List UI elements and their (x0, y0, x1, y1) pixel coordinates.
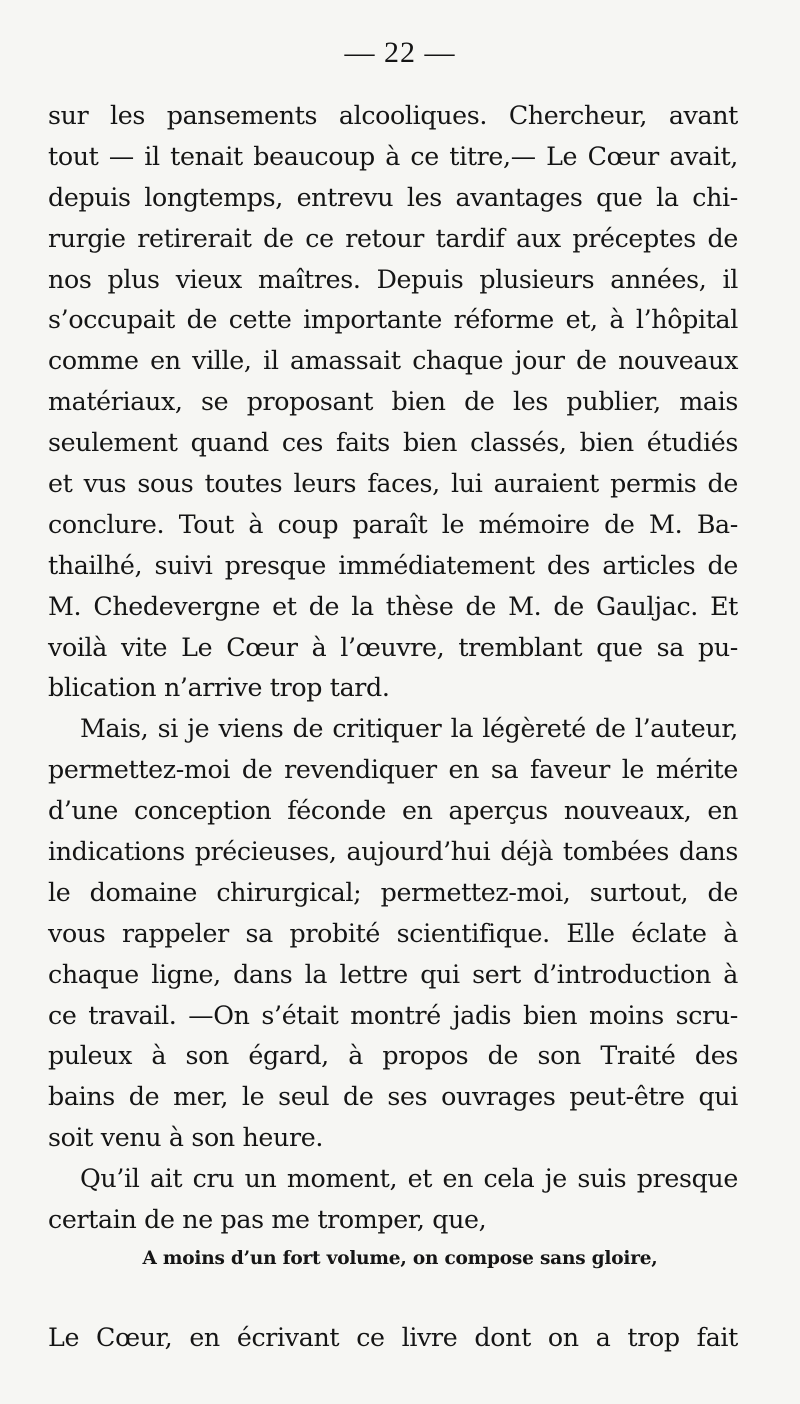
text-line: chaque ligne, dans la lettre qui sert d’introduction à (48, 959, 738, 989)
text-line: M. Chedevergne et de la thèse de M. de Gauljac. Et (48, 591, 738, 621)
text-line: vous rappeler sa probité scientifique. Elle éclate à (48, 918, 738, 948)
text-line: Mais, si je viens de critiquer la légèreté de l’auteur, (80, 714, 738, 744)
text-line: matériaux, se proposant bien de les publier, mais (48, 387, 738, 417)
text-line: indications précieuses, aujourd’hui déjà tombées dans (48, 837, 738, 867)
text-line: tout — il tenait beaucoup à ce titre,— Le Cœur avait, (48, 141, 738, 171)
final-text (48, 1318, 738, 1359)
text-line: certain de ne pas me tromper, que, (48, 1205, 487, 1235)
text-line: comme en ville, il amassait chaque jour de nouveaux (48, 346, 738, 376)
text-line: et vus sous toutes leurs faces, lui auraient permis de (48, 469, 738, 499)
text-line: rurgie retirerait de ce retour tardif aux préceptes de (48, 223, 738, 253)
text-line: conclure. Tout à coup paraît le mémoire de M. Ba- (48, 509, 738, 539)
text-line: bains de mer, le seul de ses ouvrages peut-être qui (48, 1082, 738, 1112)
text-line: blication n’arrive trop tard. (48, 673, 390, 703)
body-text (48, 96, 738, 1241)
verse-quote: A moins d’un fort volume, on compose sans gloire, (142, 1248, 658, 1269)
text-line: le domaine chirurgical; permettez-moi, surtout, de (48, 877, 738, 907)
page-number: — 22 — (344, 36, 456, 69)
text-line: Le Cœur, en écrivant ce livre dont on a trop fait (48, 1323, 738, 1352)
text-line: permettez-moi de revendiquer en sa faveur le mérite (48, 755, 738, 785)
text-line: seulement quand ces faits bien classés, bien étudiés (48, 428, 738, 458)
text-line: voilà vite Le Cœur à l’œuvre, tremblant que sa pu- (48, 632, 738, 662)
text-line: depuis longtemps, entrevu les avantages que la chi- (48, 182, 738, 212)
text-line: puleux à son égard, à propos de son Traité des (48, 1041, 738, 1071)
text-line: nos plus vieux maîtres. Depuis plusieurs années, il (48, 264, 738, 294)
text-line: s’occupait de cette importante réforme et, à l’hôpital (48, 305, 738, 335)
text-line: ce travail. —On s’était montré jadis bien moins scru- (48, 1000, 738, 1030)
text-line: soit venu à son heure. (48, 1123, 324, 1153)
text-line: d’une conception féconde en aperçus nouveaux, en (48, 796, 738, 826)
text-line: Qu’il ait cru un moment, et en cela je suis presque (80, 1164, 738, 1194)
text-line: sur les pansements alcooliques. Chercheur, avant (48, 101, 738, 130)
text-line: thailhé, suivi presque immédiatement des articles de (48, 550, 738, 580)
